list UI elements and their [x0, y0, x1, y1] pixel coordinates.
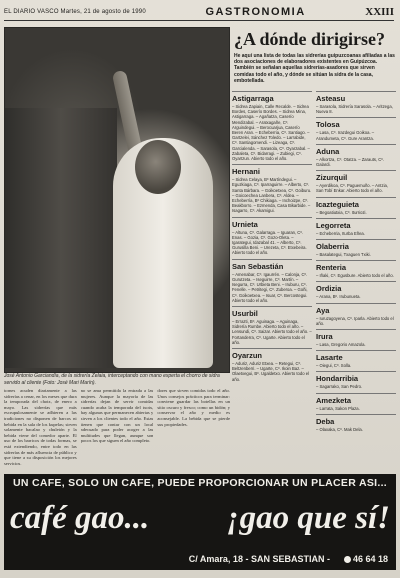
ad-phone: 46 64 18	[352, 554, 388, 564]
town-entries: – Olaxaka, Cº. Mak Dela.	[316, 426, 363, 432]
article-column: no se ama permitida la entrada a las mujeres. Aunque la mayoría de las sidrerías dejan de servir comidas cuando acaba la temporada del txotx, hay algunas que permanecen abiertas y sirven a los clientes todo el año. Estas tienen que contar con un local adecuado para poder acoger a las multitudes que llegan, aunque son pocos los que siguen el año completo.	[80, 388, 154, 444]
town-heading: Amezketa	[316, 393, 396, 405]
town-entries: – Altuna, Cº. Galarraga. – Iguaran, Cº. Enas. – Gozia, Cº. Gozo-Oleta. – Igarategui, Idazabal 41. – Alberto, Cº. Gurusilla Beni. – Urezeta, Cº. Etxebeira. Abierto todo el año.	[232, 229, 307, 256]
town-entries: – Lasa, Cº. Irazdegui Goikoa. – Arandumeta, Cº. Gure Arantza.	[316, 130, 375, 141]
town-entries: – Larrata, Sakon Plaza.	[316, 405, 360, 411]
town-entries: – Iuruzagoyena, Cº. Iparla. Abierto todo el año.	[316, 315, 394, 326]
page-number: XXIII	[365, 6, 394, 18]
town-entries: – Basalategui, Txaguen Txiki.	[316, 252, 371, 258]
town-entries: – Lasa, Gregorio Amazola.	[316, 342, 366, 348]
town-entries: – Alkortza, Cº. Otatza. – Zarauts, Cº. Galardi.	[316, 156, 384, 168]
town-heading: Olaberria	[316, 239, 396, 251]
article-column: dores que sirven comidas todo el año. Unos consejos prácticos para terminar: conviene guardar las botellas en un sitio oscuro y fresco; como un bidón; y conservar el año y medio es aconsejable. La bebida que se pierde sus propiedades.	[157, 388, 231, 427]
town-entries: – Arana, Bº. Irubunueta.	[316, 294, 361, 300]
town-heading: Deba	[316, 414, 396, 426]
town-heading: Irura	[316, 329, 396, 341]
phone-icon	[344, 556, 351, 563]
ad-address: C/ Amara, 18 - SAN SEBASTIAN -	[188, 554, 330, 564]
ad-phone-wrap	[344, 554, 388, 564]
cider-guide	[232, 27, 396, 472]
guide-column-right	[316, 88, 396, 474]
town-entries: – Aduriz, Aduriz Etxea. – Retegui, Cº. Beltzenberri. – Ugarte, Cº. Ikoin Baz. – Olaetxegui, Bº. Ugaldetxo. Abierto todo el año.	[232, 360, 309, 382]
town-entries: – Oiegui, Cº. Solla.	[316, 363, 352, 369]
town-entries: – Ayerdikoa, Cº. Paguemuño. – Antzia, San Tobí Enkar. Abierto todo el año.	[316, 183, 388, 194]
section-title: GASTRONOMIA	[205, 6, 306, 18]
town-entries: – Errazti, Bº. Aguinaga. – Aguinaga, Sidrería Rumbe. Abierto todo el año. – Lensundi, Cº. Saizar. Abierto todo el año. – Fortanderra, Cº. Ugarte. Abierto todo el año.	[232, 318, 312, 345]
article-body	[4, 388, 230, 472]
town-heading: Aya	[316, 303, 396, 315]
town-heading: Hondarribia	[316, 371, 396, 383]
masthead: EL DIARIO VASCO Martes, 21 de agosto de 1990	[4, 9, 146, 15]
town-heading: Icazteguieta	[316, 197, 396, 209]
town-heading: Legorreta	[316, 218, 396, 230]
town-heading: Usurbil	[232, 306, 312, 318]
town-heading: Urnieta	[232, 217, 312, 229]
town-heading: Oyarzun	[232, 348, 312, 360]
town-entries: – Begoatiutxia, Cº. Iturriozi.	[316, 209, 367, 215]
guide-column-left	[232, 88, 312, 474]
town-entries: – Iñaki, Cº. Egusbure. Abierto todo el año.	[316, 273, 394, 279]
town-heading: Lasarte	[316, 350, 396, 362]
photo-barrel-shape	[5, 108, 117, 368]
ad-slogan: ¡gao que sí!	[226, 500, 390, 536]
ad-contact	[189, 554, 388, 564]
town-heading: Aduna	[316, 144, 396, 156]
town-entries: – Sidrea Celaya, Bº Martíndegui. – Eguzkiaga, Cº. Iparraguirre. – Alberto, Cº. Santa Bárbara. – Goikoetxea, Cº. Goiburu. – Goicoechea Lanbera, Cº. Aldea. – Echeberría, Bº Chikiaga. – Inchoizpe, Cº. Beakborro. – Ezmenda, Casa Bikarbide. – Isagarro, Cº. Akamigui.	[232, 177, 312, 214]
photo-head-shape	[135, 140, 181, 194]
ad-headline: UN CAFE, SOLO UN CAFE, PUEDE PROPORCIONAR UN PLACER ASI...	[12, 477, 388, 489]
town-heading: Asteasu	[316, 91, 396, 103]
town-heading: Renteria	[316, 260, 396, 272]
photo-caption: José Antonio Garciandía, de la sidrería Zelaia, interceptando con mano experta el chorro de sidra servido al cliente (Foto: José Mari Marín).	[4, 373, 220, 386]
town-entries: – Sagarrako, San Pedro.	[316, 384, 363, 390]
town-entries: – Echeberria, Iturba Eñea.	[316, 230, 365, 236]
town-entries: – Sidrea Zapiain, Calle Recalde. – Sidrea Bordes, Caserío Bordes. – Sidrea Mina, Astigarraga. – Agañatza, Caserío Mendizabal. – Aratxagañe, Cº. Arguindegui. – Berocuarjua, Caserío Beren Aran. – Echeberria, Cº. Santiago. – Gartzelei, Sánchez Toledo. – Larrabide, Cº. Santiagomendi. – Lizeaga, Cº. Garcialenda. – Sarasola, Cº. Oyarzabal. – Zabaleta, Cº. Bidarragi. – Zubiegi, Cº. Oyartzun. Abierto todo el año.	[232, 104, 310, 162]
town-heading: San Sebastián	[232, 259, 312, 271]
town-entries: – Amenabar, Cº. Igaurrén. – Calonja, Cº. Gurutzeta. – Iseguirre, Cº. Martín. – Isegurra, Cº. Urbieta Beni. – Iruburu, Cº. Fenelle. – Petritegi, Cº. Zuberoa. – Goñi, Cº. Goikoetxea. – Isuar, Cº. Bercostegui. Abierto todo el año.	[232, 271, 308, 303]
ad-brand: café gao...	[10, 500, 150, 536]
coffee-advertisement	[4, 474, 396, 570]
cider-pouring-photo	[4, 27, 230, 373]
town-heading: Astigarraga	[232, 91, 312, 103]
town-heading: Tolosa	[316, 117, 396, 129]
town-entries: – Sarasola, Sidrería Sarasola. – Aritzega, Nueva 8.	[316, 104, 393, 115]
town-heading: Ordizia	[316, 281, 396, 293]
guide-title: ¿A dónde dirigirse?	[234, 29, 386, 49]
town-heading: Zizurquil	[316, 170, 396, 182]
guide-intro: He aquí una lista de todas las sidrerías guipuzcoanas afiliadas a las dos asociaciones de elaboradores existentes en Guipúzcoa. También se señalan aquellas sidrerías-asadores que sirven comidas todo el año, y dónde se sitúan la sidra de la casa, embotellada.	[234, 53, 395, 84]
article-column: tornes acuden diariamente a las sidrerías a cenar, en los meses que dura la temporada del chotx, de enero a mayo. Las sidrerías que más escrupulosamente se adhieren a las tradiciones no disponen de barcos ni bebida en la sala de los kupelas; sirven solamente bacalao y chuletón y la bebida viene del comedor aparte. El uso de los barricos de todas formas, se está extendiendo, entre todo en las sidrerías de más afluencia de público y que tiene a su disposición los mejores servicios.	[4, 388, 77, 466]
page-header	[4, 4, 394, 21]
ad-brand-row	[10, 498, 390, 538]
town-heading: Hernani	[232, 164, 312, 176]
